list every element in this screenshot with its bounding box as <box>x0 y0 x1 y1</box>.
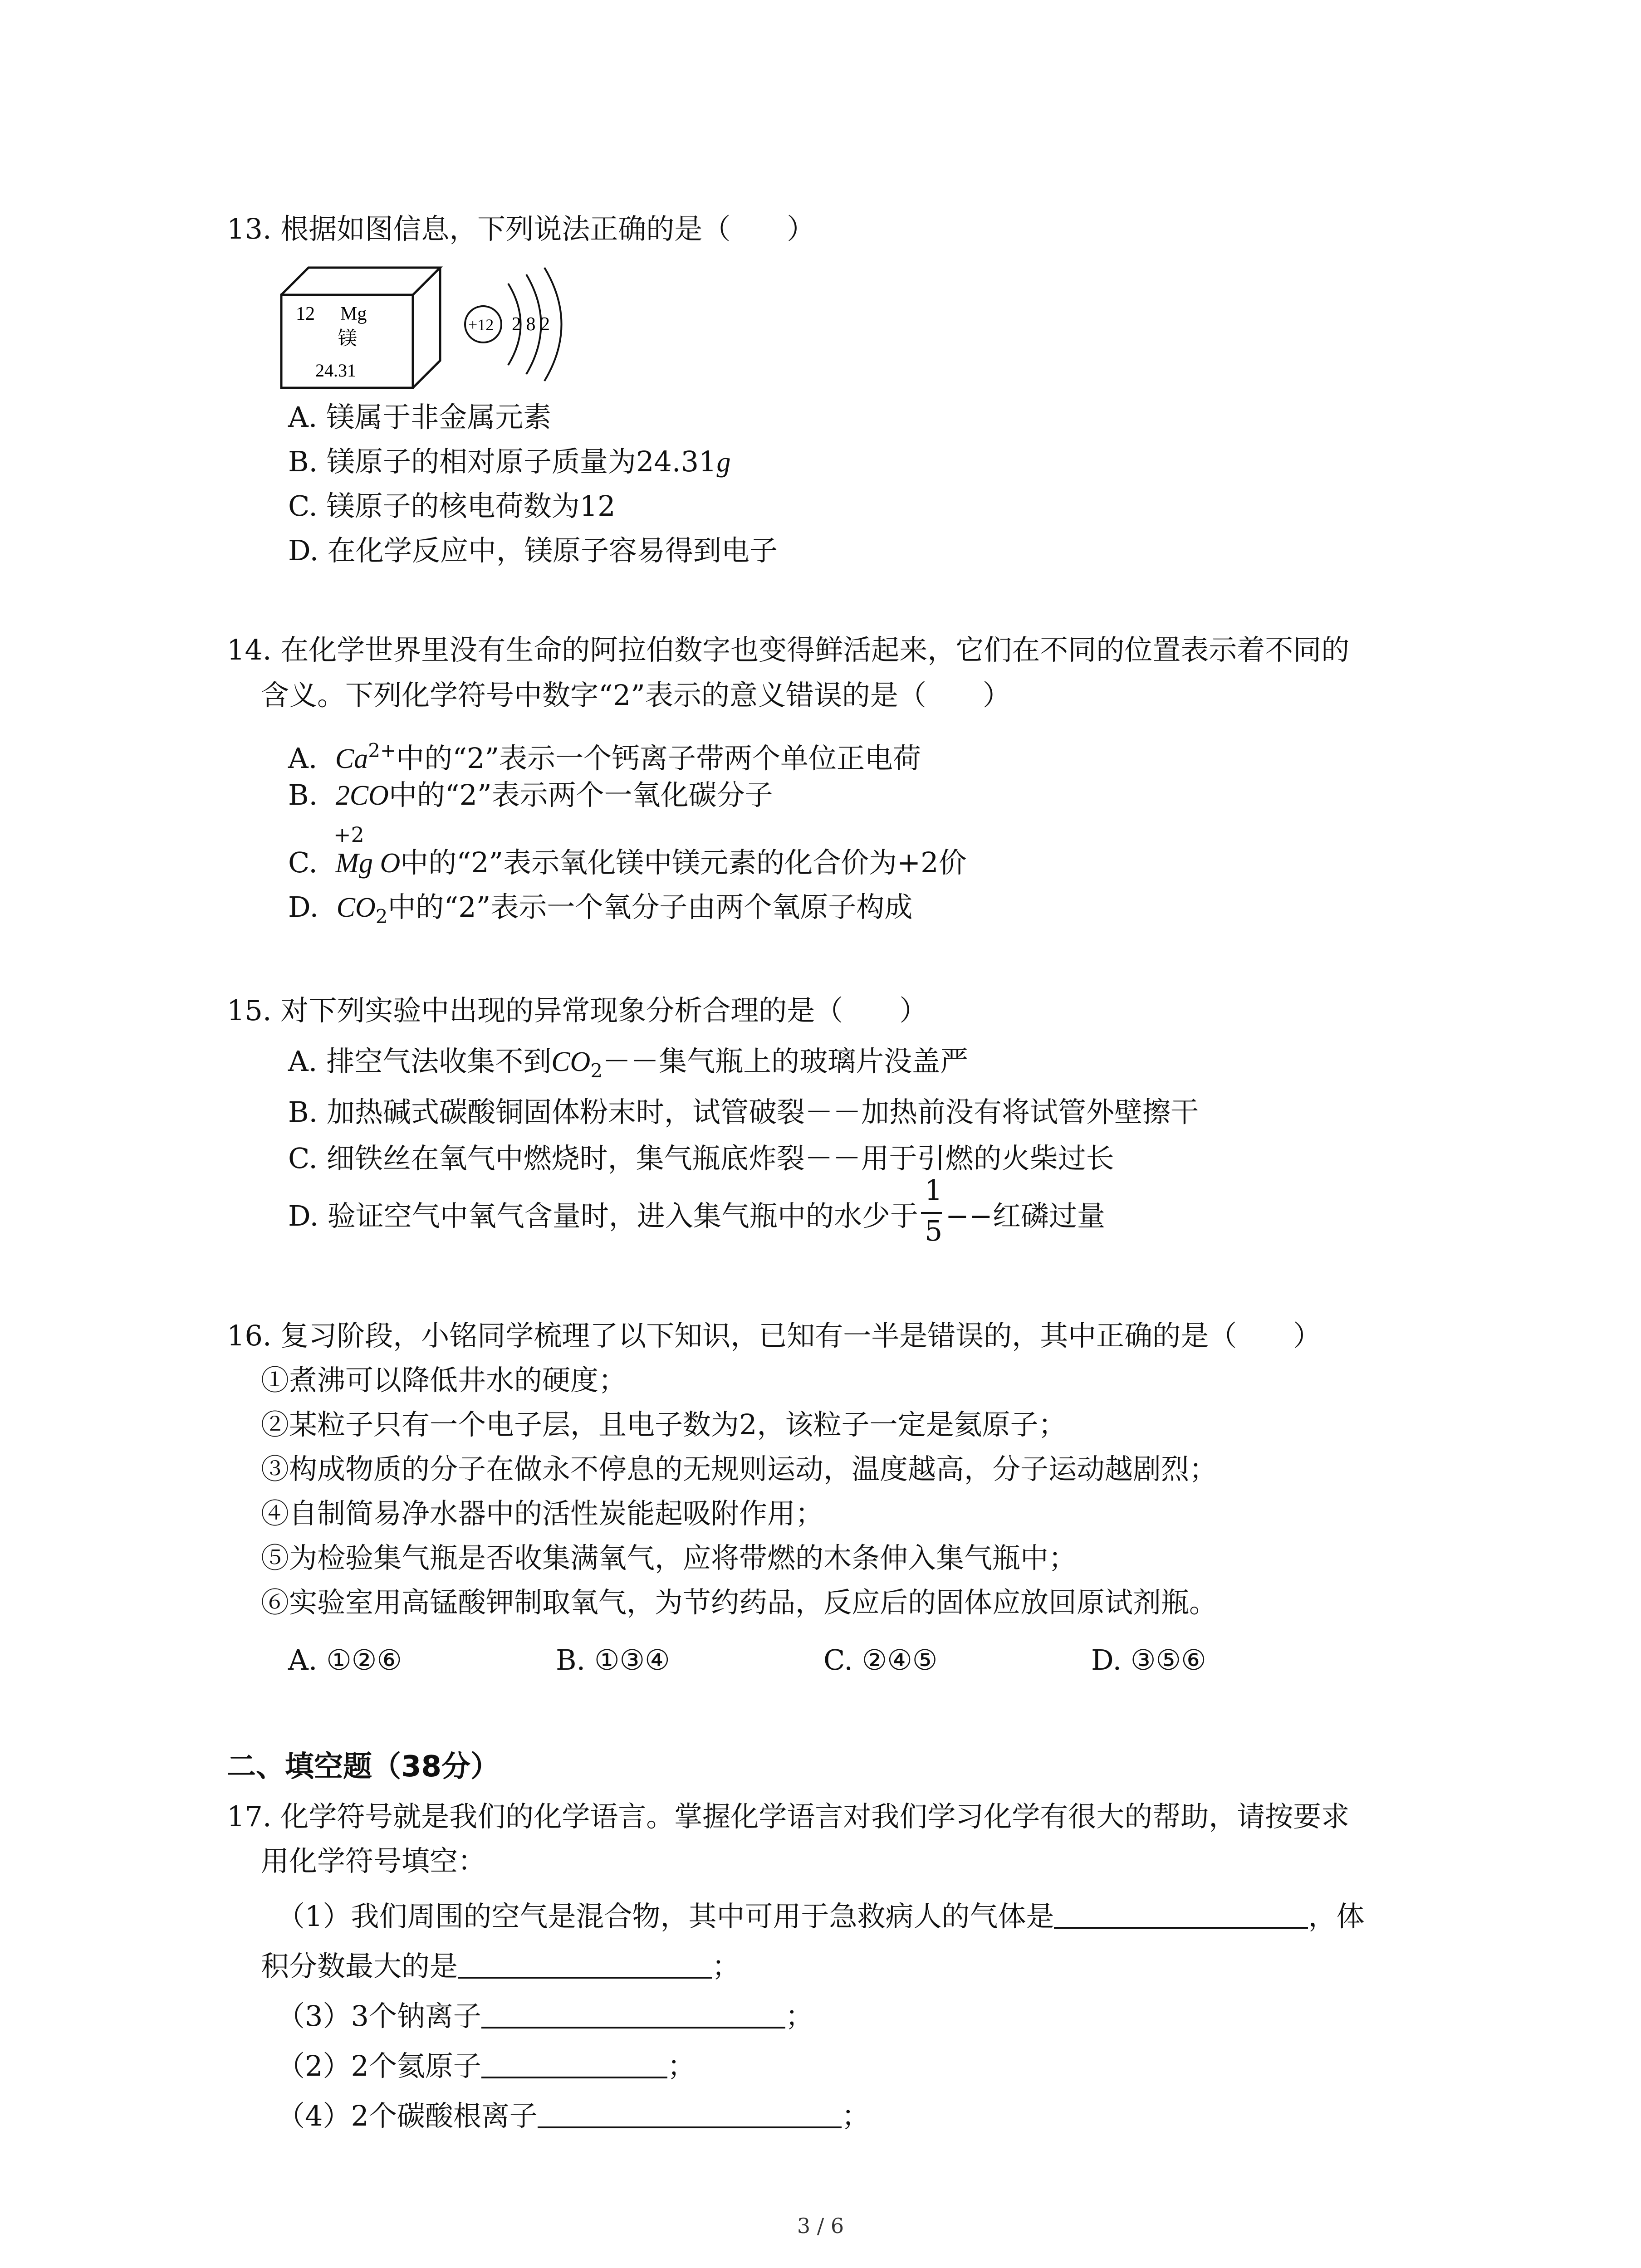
q16-item-6: ⑥实验室用高锰酸钾制取氧气，为节约药品，反应后的固体应放回原试剂瓶。 <box>261 1586 1218 1619</box>
q14-option-c-valence: +2 <box>333 822 364 847</box>
element-atomic-number: 12 <box>296 303 315 324</box>
q16-option-d: D. ③⑤⑥ <box>1091 1643 1206 1677</box>
answer-blank-oxygen[interactable] <box>1054 1899 1308 1929</box>
fraction-one-fifth: $\frac{1}{5}$ <box>918 1194 945 1230</box>
q17-part-1-line2: 积分数最大的是 ； <box>261 1950 740 1983</box>
q16-item-1: ①煮沸可以降低井水的硬度； <box>261 1364 627 1397</box>
q17-part-2: （2）2个氦原子 ； <box>277 2049 696 2082</box>
atom-shell-electrons: 2 8 2 <box>512 314 550 335</box>
q15-option-a: A. 排空气法收集不到$CO_2--$集气瓶上的玻璃片没盖严 <box>288 1045 969 1082</box>
q16-stem: 16. 复习阶段，小铭同学梳理了以下知识，已知有一半是错误的，其中正确的是（ ） <box>227 1319 1322 1352</box>
answer-blank-helium-atoms[interactable] <box>481 2048 667 2078</box>
q15-option-b: B. 加热碱式碳酸铜固体粉末时，试管破裂－－加热前没有将试管外壁擦干 <box>288 1095 1199 1129</box>
q17-stem-line2: 用化学符号填空： <box>261 1844 486 1877</box>
q16-item-2: ②某粒子只有一个电子层，且电子数为2，该粒子一定是氦原子； <box>261 1408 1067 1441</box>
q15-stem: 15. 对下列实验中出现的异常现象分析合理的是（ ） <box>227 994 928 1027</box>
page-number: 3 / 6 <box>797 2214 844 2238</box>
q14-stem-line1: 14. 在化学世界里没有生命的阿拉伯数字也变得鲜活起来，它们在不同的位置表示着不同的 <box>227 633 1350 666</box>
q13-option-b: B. 镁原子的相对原子质量为24.31g <box>288 445 731 478</box>
answer-blank-carbonate-ions[interactable] <box>538 2098 842 2128</box>
q16-option-c: C. ②④⑤ <box>823 1643 938 1677</box>
answer-blank-nitrogen[interactable] <box>458 1949 712 1979</box>
element-cell-icon <box>281 268 440 388</box>
q13-option-d: D. 在化学反应中，镁原子容易得到电子 <box>288 534 778 567</box>
q16-item-4: ④自制简易净水器中的活性炭能起吸附作用； <box>261 1497 824 1530</box>
q16-option-b: B. ①③④ <box>556 1643 670 1677</box>
q17-part-3: （3）3个钠离子 ； <box>277 1999 813 2033</box>
atom-nucleus-charge: +12 <box>468 316 494 334</box>
q15-option-c: C. 细铁丝在氧气中燃烧时，集气瓶底炸裂－－用于引燃的火柴过长 <box>288 1142 1114 1175</box>
magnesium-figure <box>272 256 590 392</box>
q14-option-c: C. Mg O中的“2”表示氧化镁中镁元素的化合价为+2价 <box>288 846 967 879</box>
q13-option-a: A. 镁属于非金属元素 <box>288 401 552 434</box>
q17-part-4: （4）2个碳酸根离子 ； <box>277 2099 870 2132</box>
q16-item-3: ③构成物质的分子在做永不停息的无规则运动，温度越高，分子运动越剧烈； <box>261 1452 1218 1486</box>
q14-option-d: D. $CO_2$中的“2”表示一个氧分子由两个氧原子构成 <box>288 890 913 928</box>
element-name: 镁 <box>338 327 358 349</box>
element-mass: 24.31 <box>315 360 356 381</box>
q13-option-c: C. 镁原子的核电荷数为12 <box>288 489 616 523</box>
answer-blank-sodium-ions[interactable] <box>481 1999 785 2028</box>
q16-option-a: A. ①②⑥ <box>288 1643 402 1677</box>
q17-part-1-line1: （1）我们周围的空气是混合物，其中可用于急救病人的气体是 ，体 <box>277 1900 1365 1933</box>
q15-option-d: D. 验证空气中氧气含量时，进入集气瓶中的水少于 $\frac{1}{5}$ −−红磷过量 <box>288 1173 1105 1247</box>
element-symbol: Mg <box>340 303 367 324</box>
q16-item-5: ⑤为检验集气瓶是否收集满氧气，应将带燃的木条伸入集气瓶中； <box>261 1541 1077 1574</box>
q13-stem: 13. 根据如图信息，下列说法正确的是（ ） <box>227 212 815 245</box>
q14-option-a: A. $Ca^{2+}$中的“2”表示一个钙离子带两个单位正电荷 <box>288 739 921 775</box>
q14-option-b: B. 2CO中的“2”表示两个一氧化碳分子 <box>288 778 773 811</box>
q17-stem-line1: 17. 化学符号就是我们的化学语言。掌握化学语言对我们学习化学有很大的帮助，请按要求 <box>227 1800 1350 1833</box>
q14-stem-line2: 含义。下列化学符号中数字“2”表示的意义错误的是（ ） <box>261 679 1011 712</box>
section-heading: 二、填空题（38分） <box>227 1750 500 1784</box>
